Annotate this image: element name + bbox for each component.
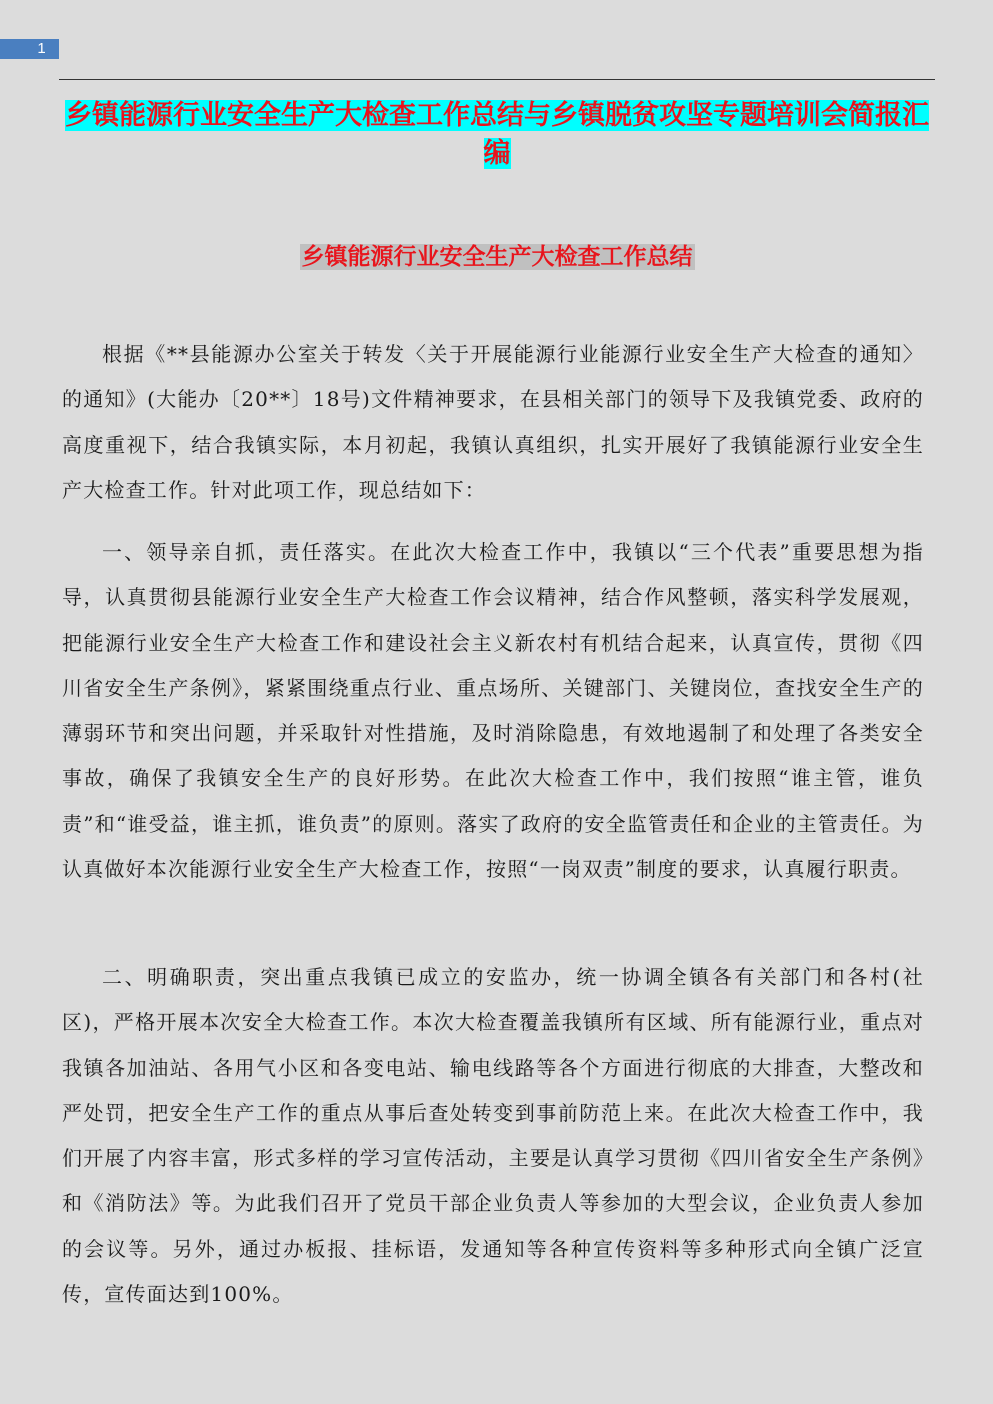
body-paragraph-intro: 根据《**县能源办公室关于转发〈关于开展能源行业能源行业安全生产大检查的通知〉的通知》(大能办〔20**〕18号)文件精神要求，在县相关部门的领导下及我镇党委、政府的高度重视下，结合我镇实际，本月初起，我镇认真组织，扎实开展好了我镇能源行业安全生产大检查工作。针对此项工作，现总结如下： (62, 342, 924, 502)
body-paragraph-responsibilities: 二、明确职责，突出重点我镇已成立的安监办，统一协调全镇各有关部门和各村(社区)，严格开展本次安全大检查工作。本次大检查覆盖我镇所有区域、所有能源行业，重点对我镇各加油站、各用气小区和各变电站、输电线路等各个方面进行彻底的大排查，大整改和严处罚，把安全生产工作的重点从事后查处转变到事前防范上来。在此次大检查工作中，我们开展了内容丰富，形式多样的学习宣传活动，主要是认真学习贯彻《四川省安全生产条例》和《消防法》等。为此我们召开了党员干部企业负责人等参加的大型会议，企业负责人参加的会议等。另外，通过办板报、挂标语，发通知等各种宣传资料等多种形式向全镇广泛宣传，宣传面达到100%。 (62, 965, 924, 1307)
page-number-badge: 1 (0, 39, 59, 59)
document-title-text: 乡镇能源行业安全生产大检查工作总结与乡镇脱贫攻坚专题培训会简报汇编 (65, 100, 929, 169)
section-title (60, 240, 934, 274)
header-divider (59, 79, 935, 80)
body-paragraph-leadership: 一、领导亲自抓，责任落实。在此次大检查工作中，我镇以“三个代表”重要思想为指导，认真贯彻县能源行业安全生产大检查工作会议精神，结合作风整顿，落实科学发展观，把能源行业安全生产大检查工作和建设社会主义新农村有机结合起来，认真宣传，贯彻《四川省安全生产条例》，紧紧围绕重点行业、重点场所、关键部门、关键岗位，查找安全生产的薄弱环节和突出问题，并采取针对性措施，及时消除隐患，有效地遏制了和处理了各类安全事故，确保了我镇安全生产的良好形势。在此次大检查工作中，我们按照“谁主管，谁负责”和“谁受益，谁主抓，谁负责”的原则。落实了政府的安全监管责任和企业的主管责任。为认真做好本次能源行业安全生产大检查工作，按照“一岗双责”制度的要求，认真履行职责。 (62, 540, 924, 882)
document-title (60, 97, 934, 173)
section-title-text: 乡镇能源行业安全生产大检查工作总结 (301, 244, 693, 270)
